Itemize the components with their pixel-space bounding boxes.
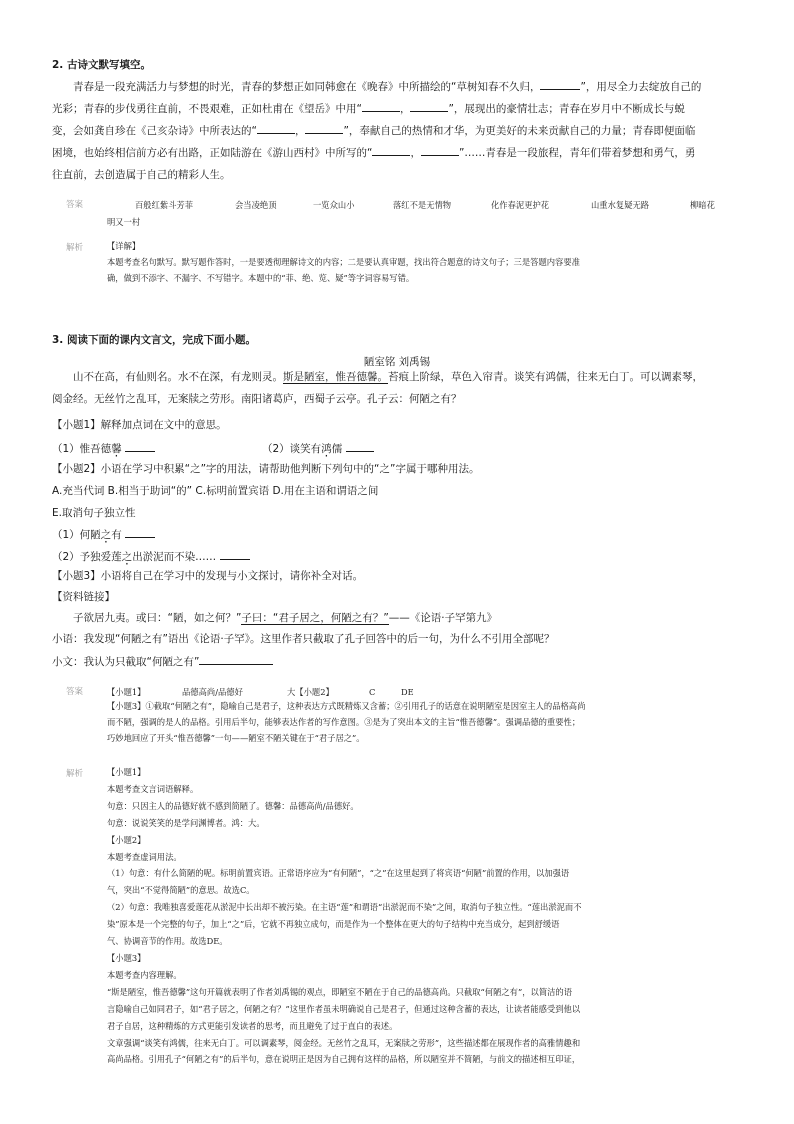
subquestion-2-title: 【小题2】小语在学习中积累“之”字的用法，请帮助他判断下列句中的“之”字属于哪种用法。 <box>52 463 480 475</box>
resource-link-title: 【资料链接】 <box>52 591 115 603</box>
subquestion-1-item-1: （1）惟吾德馨 <box>52 440 155 456</box>
question-2-analysis: 【详解】 本题考查名句默写。默写题作答时，一是要透彻理解诗文的内容；二是要认真审题，找出符合题意的诗文句子；三是答题内容要准 确，做到不添字、不漏字、不写错字。本题中的“菲、绝、览、疑”等字词容易写错。 <box>107 241 580 284</box>
subquestion-1-title: 【小题1】解释加点词在文中的意思。 <box>52 419 227 431</box>
answer-tag: 答案 <box>66 200 84 210</box>
passage-line-4: 困境，也始终相信前方必有出路，正如陆游在《游山西村》中所写的“ ， ”……青春是一段旅程，青年们带着梦想和勇气，勇 <box>52 142 752 164</box>
passage-line-2: 光彩；青春的步伐勇往直前，不畏艰难，正如杜甫在《望岳》中用“ ， ”，展现出的豪情壮志；青春在岁月中不断成长与蜕 <box>52 98 752 120</box>
poem-title: 陋室铭 刘禹锡 <box>363 356 431 368</box>
answer-tag: 答案 <box>66 687 84 697</box>
answer-blank[interactable] <box>362 100 400 112</box>
underlined-sentence: 斯是陋室，惟吾德馨。 <box>283 371 388 383</box>
answer-blank[interactable] <box>125 526 155 538</box>
subquestion-2-options: A.充当代词 B.相当于助词“的” C.标明前置宾语 D.用在主语和谓语之间 <box>52 485 379 497</box>
answer-blank[interactable] <box>199 653 273 665</box>
classical-text-line-2: 阅金经。无丝竹之乱耳，无案牍之劳形。南阳诸葛庐，西蜀子云亭。孔子云：何陋之有？ <box>52 393 462 405</box>
answer-blank[interactable] <box>540 78 580 90</box>
answer-blank[interactable] <box>220 548 250 560</box>
classical-text <box>52 366 752 410</box>
answer-blank[interactable] <box>346 440 374 452</box>
subquestion-1-item-2: （2）谈笑有鸿儒 <box>262 440 374 456</box>
question-3-analysis: 【小题1】 本题考查文言词语解释。 句意：只因主人的品德好就不感到简陋了。德馨：品德高尚/品德好。 句意：说说笑笑的是学问渊博者。鸿：大。 【小题2】 本题考查虚词用法。 （1）句意：有什么简陋的呢。标明前置宾语。正常语序应为“有何陋”，“之”在这里起到了将宾语“何陋”前置的作用，以加强语 气，突出“不觉得简陋”的意思。故选C。 （2）句意：我唯独喜爱莲花从淤泥中长出却不被污染。在主语“莲”和谓语“出淤泥而不染”之间，取消句子独立性。“莲出淤泥而不 染”原本是一个完整的句子，加上“之”后，它就不再独立成句，而是作为一个整体在更大的句子结构中充当成分，起到舒缓语 气、协调音节的作用。故选DE。 【小题3】 本题考查内容理解。 “斯是陋室，惟吾德馨”这句开篇就表明了作者刘禹锡的观点，即陋室不陋在于自己的品德高尚。只截取“何陋之有”，以简洁的语 言隐喻自己如同君子，如“君子居之，何陋之有？”这里作者虽未明确说自己是君子，但通过这种含蓄的表达，让读者能感受到他以 君子自居，这种精炼的方式更能引发读者的思考，而且避免了过于直白的表述。 文章强调“谈笑有鸿儒，往来无白丁。可以调素琴，阅金经。无丝竹之乱耳，无案牍之劳形”，这些描述都在展现作者的高雅情趣和 高尚品格。引用孔子“何陋之有”的后半句，意在说明正是因为自己拥有这样的品格，所以陋室并不简陋，与前文的描述相互印证， <box>107 767 582 1065</box>
resource-link-text: 子欲居九夷。或曰：“陋，如之何？”子曰：“君子居之，何陋之有？”——《论语·子罕第九》 <box>73 612 498 624</box>
answer-blank[interactable] <box>305 122 343 134</box>
analysis-tag: 解析 <box>66 243 84 253</box>
subquestion-2-item-2: （2）予独爱莲之出淤泥而不染…… <box>52 548 250 564</box>
question-3-answer-details: 【小题3】①截取“何陋之有”，隐喻自己是君子，这种表达方式既精炼又含蓄；②引用孔子的话意在说明陋室是因室主人的品格高尚 而不陋，强调的是人的品格。引用后半句，能够表达作者的写作意图。③是为了突出本文的主旨“惟吾德馨”。强调品德的重要性； 巧妙地回应了开头“惟吾德馨”一句——陋室不陋关键在于“君子居之”。 <box>107 701 586 744</box>
answer-blank[interactable] <box>410 100 448 112</box>
subquestion-2-option-e: E.取消句子独立性 <box>52 507 136 519</box>
subquestion-2-item-1: （1）何陋之有 <box>52 526 155 542</box>
dialogue-xiaowen: 小文：我认为只截取“何陋之有” <box>52 653 273 669</box>
passage-line-5: 往直前，去创造属于自己的精彩人生。 <box>52 169 231 181</box>
question-2-passage <box>52 76 752 186</box>
passage-line-1: 青春是一段充满活力与梦想的时光，青春的梦想正如同韩愈在《晚春》中所描绘的“草树知春不久归， ”，用尽全力去绽放自己的 <box>52 76 752 98</box>
document-page: 2. 古诗文默写填空。 青春是一段充满活力与梦想的时光，青春的梦想正如同韩愈在《晚春》中所描绘的“草树知春不久归， ”，用尽全力去绽放自己的 光彩；青春的步伐勇往直前，不畏艰难，正如杜甫在《望岳》中用“ ， ”，展现出的豪情壮志；青春在岁月中不断成长与蜕 变，会如龚自珍在《己亥杂诗》中所表达的“ ， ”，奉献自己的热情和才华，为更美好的未来贡献自己的力量；青春即便面临 困境，也始终相信前方必有出路，正如陆游在《游山西村》中所写的“ ， ”……青春是一段旅程，青年们带着梦想和勇气，勇 往直前，去创造属于自己的精彩人生。 答案 百般红紫斗芳菲 会当凌绝顶 一览众山小 落红不是无情物 化作春泥更护花 山重水复疑无路 柳暗花 明又一村 解析 【详解】 本题考查名句默写。默写题作答时，一是要透彻理解诗文的内容；二是要认真审题，找出符合题意的诗文句子；三是答题内容要准 确，做到不添字、不漏字、不写错字。本题中的“菲、绝、览、疑”等字词容易写错。 3. 阅读下面的课内文言文，完成下面小题。 陋室铭 刘禹锡 山不在高，有仙则名。水不在深，有龙则灵。斯是陋室，惟吾德馨。苔痕上阶绿，草色入帘青。谈笑有鸿儒，往来无白丁。可以调素琴， 阅金经。无丝竹之乱耳，无案牍之劳形。南阳诸葛庐，西蜀子云亭。孔子云：何陋之有？ 【小题1】解释加点词在文中的意思。 （1）惟吾德馨 （2）谈笑有鸿儒 【小题2】小语在学习中积累“之”字的用法，请帮助他判断下列句中的“之”字属于哪种用法。 A.充当代词 B.相当于助词“的” C.标明前置宾语 D.用在主语和谓语之间 E.取消句子独立性 （1）何陋之有 （2）予独爱莲之出淤泥而不染…… 【小题3】小语将自己在学习中的发现与小文探讨，请你补全对话。 【资料链接】 子欲居九夷。或曰：“陋，如之何？”子曰：“君子居之，何陋之有？”——《论语·子罕第九》 小语：我发现“何陋之有”语出《论语·子罕》。这里作者只截取了孔子回答中的后一句，为什么不引用全部呢？ 小文：我认为只截取“何陋之有” 答案 【小题1】 品德高尚/品德好 大【小题2】 C DE 【小题3】①截取“何陋之有”，隐喻自己是君子，这种表达方式既精炼又含蓄；②引用孔子的话意在说明陋室是因室主人的品格高尚 而不陋，强调的是人的品格。引用后半句，能够表达作者的写作意图。③是为了突出本文的主旨“惟吾德馨”。强调品德的重要性； 巧妙地回应了开头“惟吾德馨”一句——陋室不陋关键在于“君子居之”。 解析 【小题1】 本题考查文言词语解释。 句意：只因主人的品德好就不感到简陋了。德馨：品德高尚/品德好。 句意：说说笑笑的是学问渊博者。鸿：大。 【小题2】 本题考查虚词用法。 （1）句意：有什么简陋的呢。标明前置宾语。正常语序应为“有何陋”，“之”在这里起到了将宾语“何陋”前置的作用，以加强语 气，突出“不觉得简陋”的意思。故选C。 （2）句意：我唯独喜爱莲花从淤泥中长出却不被污染。在主语“莲”和谓语“出淤泥而不染”之间，取消句子独立性。“莲出淤泥而不 染”原本是一个完整的句子，加上“之”后，它就不再独立成句，而是作为一个整体在更大的句子结构中充当成分，起到舒缓语 气、协调音节的作用。故选DE。 【小题3】 本题考查内容理解。 “斯是陋室，惟吾德馨”这句开篇就表明了作者刘禹锡的观点，即陋室不陋在于自己的品德高尚。只截取“何陋之有”，以简洁的语 言隐喻自己如同君子，如“君子居之，何陋之有？”这里作者虽未明确说自己是君子，但通过这种含蓄的表达，让读者能感受到他以 君子自居，这种精炼的方式更能引发读者的思考，而且避免了过于直白的表述。 文章强调“谈笑有鸿儒，往来无白丁。可以调素琴，阅金经。无丝竹之乱耳，无案牍之劳形”，这些描述都在展现作者的高雅情趣和 高尚品格。引用孔子“何陋之有”的后半句，意在说明正是因为自己拥有这样的品格，所以陋室并不简陋，与前文的描述相互印证， <box>0 0 794 1124</box>
subquestion-3-title: 【小题3】小语将自己在学习中的发现与小文探讨，请你补全对话。 <box>52 570 364 582</box>
dialogue-xiaoyu: 小语：我发现“何陋之有”语出《论语·子罕》。这里作者只截取了孔子回答中的后一句，为什么不引用全部呢？ <box>52 633 555 645</box>
answer-blank[interactable] <box>421 144 459 156</box>
answer-blank[interactable] <box>125 440 155 452</box>
question-3-title: 3. 阅读下面的课内文言文，完成下面小题。 <box>52 334 256 346</box>
passage-line-3: 变，会如龚自珍在《己亥杂诗》中所表达的“ ， ”，奉献自己的热情和才华，为更美好的未来贡献自己的力量；青春即便面临 <box>52 120 752 142</box>
answer-blank[interactable] <box>372 144 410 156</box>
question-2-title: 2. 古诗文默写填空。 <box>52 59 151 71</box>
analysis-tag: 解析 <box>66 769 84 779</box>
classical-text-line-1: 山不在高，有仙则名。水不在深，有龙则灵。斯是陋室，惟吾德馨。苔痕上阶绿，草色入帘青。谈笑有鸿儒，往来无白丁。可以调素琴， <box>73 371 703 383</box>
answer-blank[interactable] <box>257 122 295 134</box>
